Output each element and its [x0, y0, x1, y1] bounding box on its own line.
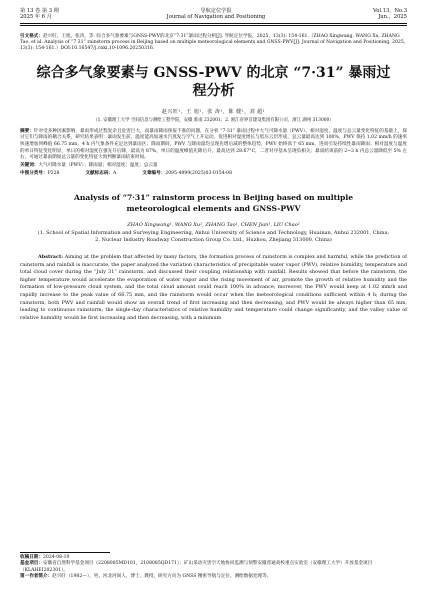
footnote-rule	[20, 552, 110, 553]
abstract-en-text: Aiming at the problem that affected by many factors, the formation process of rainstorm is complex and harmful, while the prediction of rainstorm and rainfall is inaccurate, the paper analyzed the variation characteristics of precipitable water vapor (PWV), relative humidity, temperature and total cloud cover during the “July 31” rainstorm, and discussed their coupling relationship with rainfall. Results showed that before the rainstorm, the higher temperature would accelerate the evaporation of water vapor and the rising movement of air, promote the growth of relative humidity and the formation of low-pressure cloud system, and the total cloud amount could reach 100% in advance; moreover, the PWV would keep at 1.02 mm/h and rapidly increase to the peak value of 66.75 mm, and the rainstorm would occur when the meteorological conditions sufficient within 4 h; during the rainstorm, both PWV and rainfall would show an overall trend of first increasing and then decreasing, and PWV would be always higher than 65 mm, leading to continuous rainstorm; the single-day characteristics of relative humidity and temperature could change significantly, and the valley value of relative humidity would be first increasing and then decreasing, with a minimum	[20, 253, 407, 321]
keywords-zh-text: 大气可降水量（PWV）；降雨量；相对湿度；温度；总云量	[38, 162, 158, 168]
citation-text: 赵兴旺，王旭，张涛，等. 综合多气象要素与GNSS-PWV的北京“7·31”暴雨过程分析[J]. 导航定位学报，2025，13(3): 154-161.（ZHAO Xingwang, WANG Xu, ZHANG Tao, et al. Analysis of “7·31” rainstorm process in Beijing based on multiple meteorological elements and GNSS-PWV[J]. Journal of Navigation and Positioning, 2025, 13(3): 154-161.）DOI:10.16547/j.cnki.10-1096.20250316.	[20, 33, 406, 51]
clc-number	[20, 170, 59, 176]
art-label: 文章编号：	[142, 171, 166, 177]
fund-project	[20, 561, 407, 574]
abstract-en	[20, 254, 407, 322]
keywords-zh-label: 关键词：	[20, 162, 39, 168]
received-value: 2024-08-19	[42, 555, 70, 560]
volume-issue-en: Vol.13，No.3	[372, 8, 407, 14]
clc-label: 中图分类号：	[20, 171, 48, 177]
document-code	[85, 170, 116, 176]
author-bio-value: 赵兴旺（1982—），男，河北河间人，博士，教授，研究方向为 GNSS 精密导航与定位、测绘数据处理等。	[52, 574, 272, 580]
fund-label: 基金项目：	[20, 561, 43, 567]
first-author-bio	[20, 574, 407, 580]
abstract-zh-label: 摘要：	[20, 128, 34, 134]
article-number	[142, 170, 232, 176]
citation-format	[20, 34, 407, 52]
affiliation-en-1: (1. School of Spatial Information and Surveying Engineering, Anhui University of Science and Technology, Huainan, Anhui 232001, China;	[37, 230, 390, 237]
keywords-zh	[20, 163, 407, 170]
fund-value: 安徽省自然科学基金项目（2208085MD101，2108085QD171）；矿山采动灾害空天地协同监测与预警安徽普通高校重点实验室（安徽理工大学）开放基金项目（KLAHEI202301）。	[20, 561, 373, 573]
doc-label: 文献标志码：	[85, 171, 114, 177]
affiliations-zh: （1. 安徽理工大学 空间信息与测绘工程学院，安徽 淮南 232001；2. 浙江省界首建设集团有限公司，浙江 湖州 313000）	[93, 117, 334, 123]
header-center	[167, 8, 266, 21]
article-title-en: Analysis of “7·31” rainstorm process in Beijing based on multiple meteorological elements and GNSS-PWV	[73, 193, 354, 214]
article-title-zh: 综合多气象要素与 GNSS-PWV 的北京 “7·31” 暴雨过程分析	[36, 64, 391, 99]
volume-issue-zh: 第 13 卷 第 3 期	[20, 8, 59, 14]
citation-label: 引文格式：	[20, 33, 43, 39]
abstract-zh-text: 针对受多种因素影响，暴雨形成过程复杂且危害巨大，而暴雨降雨预报不准的问题，在分析 “7·31” 暴雨过程中大气可降水量（PWV）、相对湿度、温度与总云量变化特征的基础上，探讨它们与降雨的耦合关系，研究结果表明：暴雨发生前，温度能高加速水汽蒸发与空气上升运动，促进相对湿度增长与低压云层形成，总云量最高达到 100%，PWV 保持 1.02 mm/h 的速率快速增加到峰值 66.75 mm，4 h 内气象条件充足达到暴雨区；降雨期间，PWV 与降雨量均呈现先增后减的整体趋势，PWV 始终高于 65 mm，进而引发持续性暴雨降雨；相对湿度与温度的单日特征变化明显，单日的相对湿度在强先升后降，最高为 87%，单日的温度峰值先降后升，最高达到 28.67°C，二者对序基本呈现负相关；暴雨结束前的 2~3 h 内总云量降低至 5% 左右，可通过暴雨期间总云量的变化特征大致判断暴雨结束时间。	[20, 128, 407, 161]
header-left	[20, 8, 59, 21]
journal-name-zh: 导航定位学报	[200, 8, 232, 14]
running-header	[20, 8, 407, 21]
header-right	[373, 8, 407, 21]
footnotes	[20, 552, 407, 581]
affiliation-en-2: 2. Nuclear Industry Roadway Construction Group Co. Ltd., Huzhou, Zhejiang 313000, China)	[95, 237, 332, 244]
header-rule-thin	[20, 25, 407, 26]
art-value: 2095-4999(2025)03-0154-08	[165, 171, 233, 177]
journal-name-en: Journal of Navigation and Positioning	[166, 14, 266, 21]
header-rule	[20, 23, 407, 24]
author-bio-label: 第一作者简介：	[20, 574, 53, 580]
abstract-zh	[20, 129, 407, 162]
abstract-en-label: Abstract:	[38, 253, 64, 260]
date-en: Jun.，2025	[378, 14, 407, 21]
classification-row	[20, 170, 407, 176]
authors-zh: 赵兴旺¹，王 旭¹，张 涛¹，陈 健¹，刘 超¹	[161, 108, 266, 115]
authors-en: ZHAO Xingwang¹, WANG Xu¹, ZHANG Tao¹, CHEN Jian¹, LIU Chao²	[127, 222, 300, 229]
date-zh: 2025 年 6 月	[20, 14, 52, 21]
doc-value: A	[113, 171, 117, 177]
clc-value: P228	[47, 171, 60, 177]
received-label: 收稿日期：	[20, 555, 43, 560]
affiliations-en	[20, 230, 407, 244]
